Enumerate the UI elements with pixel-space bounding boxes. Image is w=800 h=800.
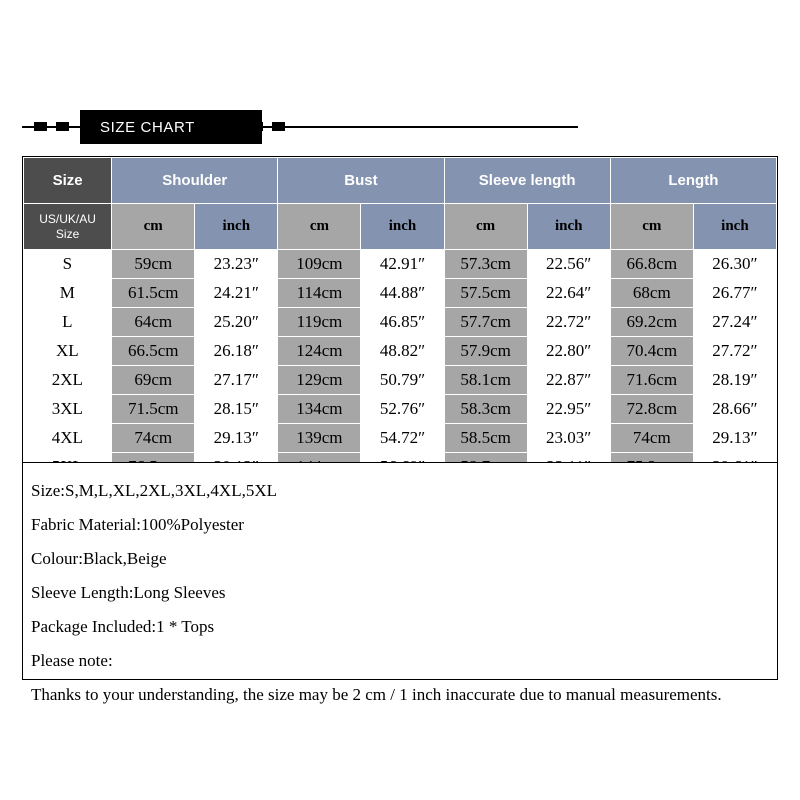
cell-bust-inch: 50.79″ [361, 366, 444, 395]
note-line: Thanks to your understanding, the size may be 2 cm / 1 inch inaccurate due to manual measurements. [31, 685, 722, 704]
cell-bust-cm: 109cm [278, 250, 361, 279]
cell-bust-cm: 114cm [278, 279, 361, 308]
product-notes [22, 462, 778, 704]
cell-size: S [24, 250, 112, 279]
cell-sleeve-cm: 57.9cm [444, 337, 527, 366]
cell-shoulder-cm: 64cm [112, 308, 195, 337]
page-title: SIZE CHART [80, 110, 262, 144]
size-table [23, 157, 777, 482]
header-shoulder: Shoulder [112, 158, 278, 204]
cell-sleeve-inch: 22.80″ [527, 337, 610, 366]
banner-dash [56, 122, 69, 131]
cell-shoulder-inch: 26.18″ [195, 337, 278, 366]
cell-shoulder-cm: 69cm [112, 366, 195, 395]
note-line: Size:S,M,L,XL,2XL,3XL,4XL,5XL [31, 481, 278, 500]
cell-sleeve-cm: 58.5cm [444, 424, 527, 453]
cell-bust-cm: 119cm [278, 308, 361, 337]
cell-shoulder-inch: 29.13″ [195, 424, 278, 453]
cell-sleeve-inch: 22.56″ [527, 250, 610, 279]
banner-dash [272, 122, 285, 131]
cell-length-inch: 26.77″ [693, 279, 776, 308]
table-row [24, 337, 777, 366]
header-region-size [24, 204, 112, 250]
cell-length-cm: 74cm [610, 424, 693, 453]
cell-bust-inch: 44.88″ [361, 279, 444, 308]
table-row [24, 250, 777, 279]
cell-size: XL [24, 337, 112, 366]
cell-bust-inch: 54.72″ [361, 424, 444, 453]
cell-length-cm: 70.4cm [610, 337, 693, 366]
cell-size: 3XL [24, 395, 112, 424]
cell-bust-cm: 134cm [278, 395, 361, 424]
table-header-unit-row [24, 204, 777, 250]
note-line: Please note: [31, 651, 113, 670]
cell-shoulder-cm: 61.5cm [112, 279, 195, 308]
header-shoulder-cm: cm [112, 204, 195, 250]
note-line: Package Included:1 * Tops [31, 617, 215, 636]
size-table-body [24, 250, 777, 482]
title-banner [22, 110, 578, 144]
header-bust: Bust [278, 158, 444, 204]
cell-sleeve-cm: 57.7cm [444, 308, 527, 337]
cell-bust-inch: 52.76″ [361, 395, 444, 424]
cell-shoulder-cm: 74cm [112, 424, 195, 453]
cell-sleeve-inch: 22.95″ [527, 395, 610, 424]
cell-length-inch: 28.66″ [693, 395, 776, 424]
header-region-size-line2: Size [55, 226, 80, 241]
banner-dash [34, 122, 47, 131]
table-row [24, 424, 777, 453]
cell-length-inch: 27.24″ [693, 308, 776, 337]
cell-sleeve-cm: 58.1cm [444, 366, 527, 395]
header-sleeve-length: Sleeve length [444, 158, 610, 204]
cell-shoulder-inch: 25.20″ [195, 308, 278, 337]
table-row [24, 308, 777, 337]
cell-shoulder-inch: 23.23″ [195, 250, 278, 279]
cell-shoulder-cm: 71.5cm [112, 395, 195, 424]
header-sleeve-cm: cm [444, 204, 527, 250]
cell-sleeve-cm: 57.3cm [444, 250, 527, 279]
cell-length-cm: 68cm [610, 279, 693, 308]
header-size: Size [24, 158, 112, 204]
cell-bust-inch: 48.82″ [361, 337, 444, 366]
cell-length-cm: 66.8cm [610, 250, 693, 279]
cell-length-cm: 69.2cm [610, 308, 693, 337]
size-table-container [22, 156, 778, 483]
cell-shoulder-cm: 59cm [112, 250, 195, 279]
table-row [24, 395, 777, 424]
cell-size: 4XL [24, 424, 112, 453]
cell-length-inch: 28.19″ [693, 366, 776, 395]
cell-bust-cm: 129cm [278, 366, 361, 395]
table-row [24, 366, 777, 395]
cell-bust-inch: 42.91″ [361, 250, 444, 279]
cell-sleeve-inch: 22.72″ [527, 308, 610, 337]
header-region-size-line1: US/UK/AU [39, 211, 96, 226]
cell-sleeve-cm: 58.3cm [444, 395, 527, 424]
cell-sleeve-inch: 22.64″ [527, 279, 610, 308]
cell-shoulder-cm: 66.5cm [112, 337, 195, 366]
cell-bust-cm: 124cm [278, 337, 361, 366]
cell-length-inch: 27.72″ [693, 337, 776, 366]
header-bust-cm: cm [278, 204, 361, 250]
note-line: Sleeve Length:Long Sleeves [31, 583, 226, 602]
cell-bust-inch: 46.85″ [361, 308, 444, 337]
cell-shoulder-inch: 28.15″ [195, 395, 278, 424]
header-length: Length [610, 158, 776, 204]
cell-sleeve-inch: 23.03″ [527, 424, 610, 453]
cell-sleeve-cm: 57.5cm [444, 279, 527, 308]
cell-length-cm: 71.6cm [610, 366, 693, 395]
header-bust-inch: inch [361, 204, 444, 250]
cell-length-inch: 29.13″ [693, 424, 776, 453]
header-shoulder-inch: inch [195, 204, 278, 250]
cell-shoulder-inch: 27.17″ [195, 366, 278, 395]
note-line: Fabric Material:100%Polyester [31, 515, 244, 534]
table-row [24, 279, 777, 308]
header-sleeve-inch: inch [527, 204, 610, 250]
cell-size: L [24, 308, 112, 337]
cell-length-cm: 72.8cm [610, 395, 693, 424]
cell-sleeve-inch: 22.87″ [527, 366, 610, 395]
cell-bust-cm: 139cm [278, 424, 361, 453]
cell-size: M [24, 279, 112, 308]
header-length-inch: inch [693, 204, 776, 250]
table-header-group-row [24, 158, 777, 204]
cell-length-inch: 26.30″ [693, 250, 776, 279]
cell-size: 2XL [24, 366, 112, 395]
cell-shoulder-inch: 24.21″ [195, 279, 278, 308]
note-line: Colour:Black,Beige [31, 549, 167, 568]
header-length-cm: cm [610, 204, 693, 250]
